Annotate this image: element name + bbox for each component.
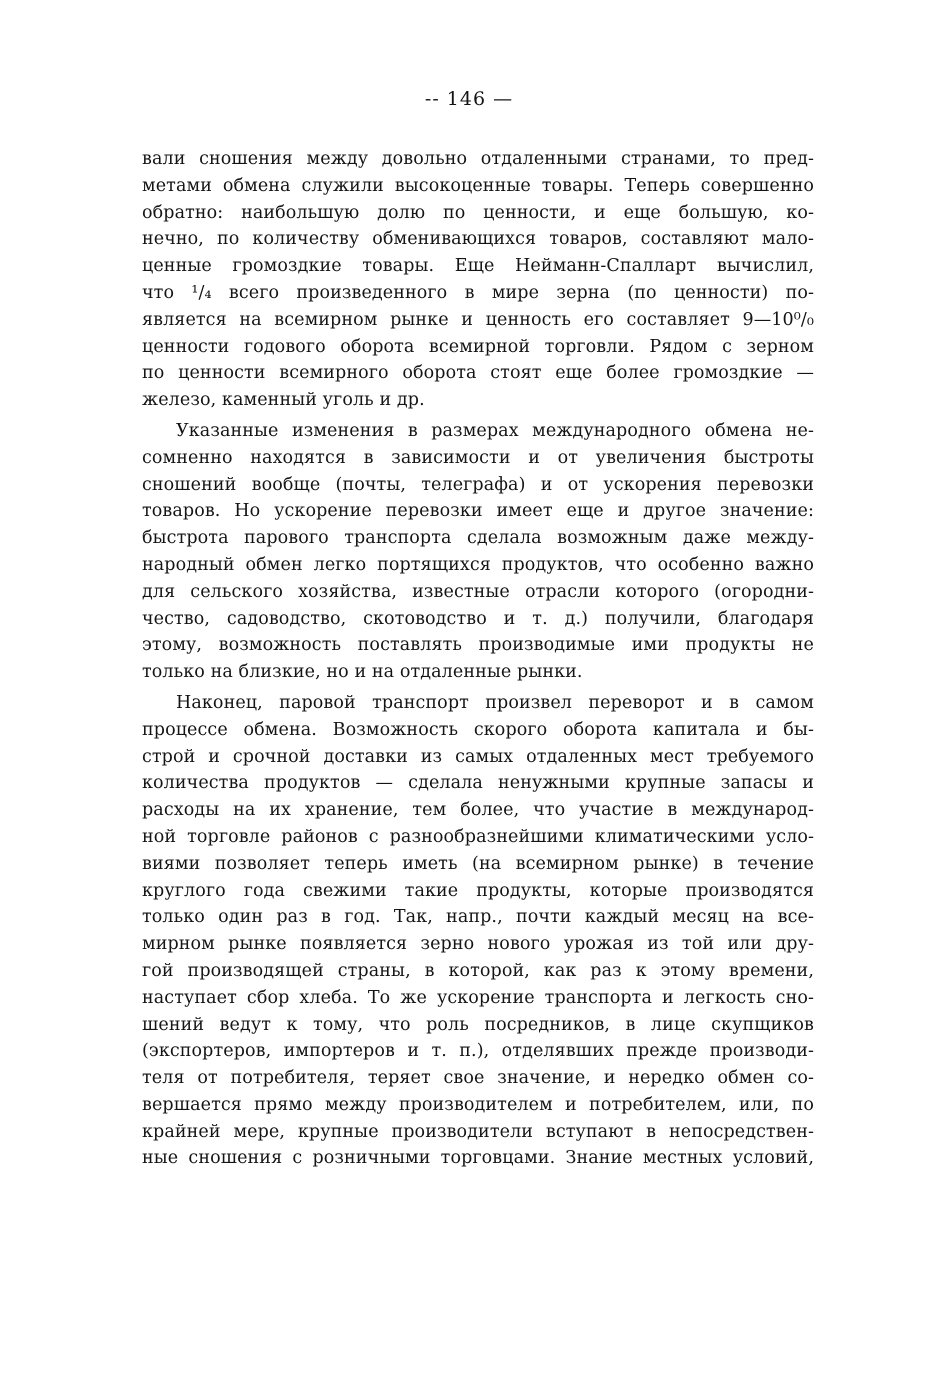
text-line: Наконец, паровой транспорт произвел переворот и в самом bbox=[176, 692, 814, 713]
text-line: только на близкие, но и на отдаленные рынки. bbox=[142, 662, 583, 683]
text-line: по ценности всемирного оборота стоят еще более громоздкие — bbox=[142, 363, 814, 384]
text-line: является на всемирном рынке и ценность его составляет 9—10⁰/₀ bbox=[142, 309, 814, 330]
text-flow bbox=[142, 146, 814, 1172]
paragraph-3 bbox=[142, 690, 814, 1172]
text-line: ценности годового оборота всемирной торговли. Рядом с зерном bbox=[142, 336, 814, 357]
text-line: народный обмен легко портящихся продуктов, что особенно важно bbox=[142, 554, 814, 575]
body-text bbox=[142, 146, 814, 1172]
text-line: вершается прямо между производителем и потребителем, или, по bbox=[142, 1094, 814, 1115]
text-line: (экспортеров, импортеров и т. п.), отделявших прежде производи- bbox=[142, 1041, 814, 1062]
text-line: количества продуктов — сделала ненужными крупные запасы и bbox=[142, 773, 814, 794]
text-line: круглого года свежими такие продукты, которые производятся bbox=[142, 880, 814, 901]
text-line: шений ведут к тому, что роль посредников, в лице скупщиков bbox=[142, 1014, 814, 1035]
text-line: гой производящей страны, в которой, как раз к этому времени, bbox=[142, 960, 814, 981]
text-line: Указанные изменения в размерах международного обмена не- bbox=[176, 420, 814, 441]
text-line: чество, садоводство, скотоводство и т. д.) получили, благодаря bbox=[142, 608, 814, 629]
paragraph-1 bbox=[142, 146, 814, 414]
text-line: виями позволяет теперь иметь (на всемирном рынке) в течение bbox=[142, 853, 814, 874]
text-line: что ¹/₄ всего произведенного в мире зерна (по ценности) по- bbox=[142, 282, 814, 303]
text-line: для сельского хозяйства, известные отрасли которого (огородни- bbox=[142, 581, 814, 602]
text-line: вали сношения между довольно отдаленными странами, то пред- bbox=[142, 149, 814, 169]
text-line: ценные громоздкие товары. Еще Нейманн-Спалларт вычислил, bbox=[142, 256, 814, 277]
paragraph-2 bbox=[142, 418, 814, 686]
text-line: процессе обмена. Возможность скорого оборота капитала и бы- bbox=[142, 719, 814, 740]
text-line: наступает сбор хлеба. То же ускорение транспорта и легкость сно- bbox=[142, 987, 814, 1008]
text-line: метами обмена служили высокоценные товары. Теперь совершенно bbox=[142, 175, 814, 196]
text-line: крайней мере, крупные производители вступают в непосредствен- bbox=[142, 1121, 814, 1142]
text-line: сомненно находятся в зависимости и от увеличения быстроты bbox=[142, 447, 814, 468]
text-line: железо, каменный уголь и др. bbox=[142, 390, 425, 411]
text-line: теля от потребителя, теряет свое значение, и нередко обмен со- bbox=[142, 1068, 814, 1089]
text-line: быстрота парового транспорта сделала возможным даже между- bbox=[142, 528, 814, 549]
text-line: обратно: наибольшую долю по ценности, и еще большую, ко- bbox=[142, 202, 814, 223]
text-line: этому, возможность поставлять производимые ими продукты не bbox=[142, 635, 814, 656]
text-line: товаров. Но ускорение перевозки имеет еще и другое значение: bbox=[142, 501, 814, 522]
text-line: только один раз в год. Так, напр., почти каждый месяц на все- bbox=[142, 907, 814, 928]
text-line: ные сношения с розничными торговцами. Знание местных условий, bbox=[142, 1148, 814, 1169]
text-line: расходы на их хранение, тем более, что участие в международ- bbox=[142, 800, 814, 821]
text-line: мирном рынке появляется зерно нового урожая из той или дру- bbox=[142, 934, 814, 955]
page-number: -- 146 — bbox=[424, 88, 514, 110]
text-line: нечно, по количеству обменивающихся товаров, составляют мало- bbox=[142, 229, 814, 250]
text-line: сношений вообще (почты, телеграфа) и от ускорения перевозки bbox=[142, 474, 814, 495]
text-line: ной торговле районов с разнообразнейшими климатическими усло- bbox=[142, 826, 814, 847]
text-line: строй и срочной доставки из самых отдаленных мест требуемого bbox=[142, 746, 814, 767]
